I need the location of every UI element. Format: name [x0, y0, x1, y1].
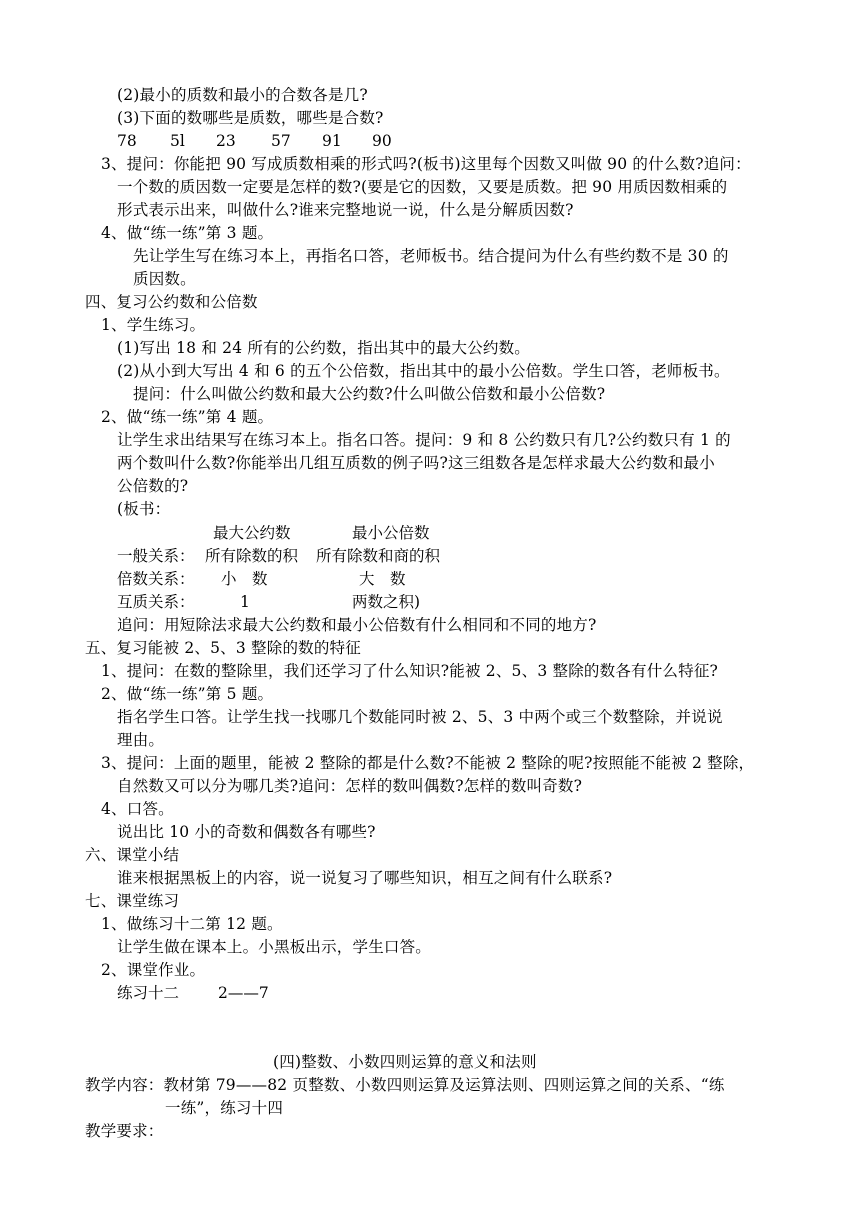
text-line: 3、提问：上面的题里，能被 2 整除的都是什么数?不能被 2 整除的呢?按照能不能被 2 整除，	[101, 754, 755, 772]
board-cell: 两数之积)	[352, 593, 421, 611]
text-line: 2、课堂作业。	[101, 961, 206, 979]
text-line: 教学要求：	[85, 1122, 164, 1140]
text-line: 一个数的质因数一定要是怎样的数?(要是它的因数，又要是质数。把 90 用质因数相乘的	[117, 178, 728, 196]
lesson-title: (四)整数、小数四则运算的意义和法则	[273, 1053, 537, 1071]
section-heading: 七、课堂练习	[85, 892, 180, 910]
text-line: 1、学生练习。	[101, 316, 206, 334]
text-line: 4、口答。	[101, 800, 174, 818]
number-item: 78	[117, 132, 137, 150]
text-line: 3、提问：你能把 90 写成质数相乘的形式吗?(板书)这里每个因数又叫做 90 的什么数?追问：	[101, 155, 751, 173]
text-line: 提问：什么叫做公约数和最大公约数?什么叫做公倍数和最小公倍数?	[133, 385, 606, 403]
board-cell: 所有除数的积	[205, 547, 299, 565]
text-line: 先让学生写在练习本上，再指名口答，老师板书。结合提问为什么有些约数不是 30 的	[133, 247, 729, 265]
text-line: 2、做“练一练”第 4 题。	[101, 408, 274, 426]
number-item: 57	[271, 132, 291, 150]
text-line: 理由。	[117, 731, 165, 749]
text-line: 指名学生口答。让学生找一找哪几个数能同时被 2、5、3 中两个或三个数整除，并说说	[117, 708, 723, 726]
text-line: 形式表示出来，叫做什么?谁来完整地说一说，什么是分解质因数?	[117, 201, 574, 219]
text-line: 自然数又可以分为哪几类?追问：怎样的数叫偶数?怎样的数叫奇数?	[117, 777, 583, 795]
board-header-lcm: 最小公倍数	[352, 524, 430, 542]
text-line: 1、做练习十二第 12 题。	[101, 915, 283, 933]
homework-label: 练习十二	[117, 984, 180, 1002]
text-line: 两个数叫什么数?你能举出几组互质数的例子吗?这三组数各是怎样求最大公约数和最小	[117, 454, 715, 472]
board-cell: 所有除数和商的积	[316, 547, 441, 565]
number-item: 90	[372, 132, 392, 150]
text-line: 说出比 10 小的奇数和偶数各有哪些?	[117, 823, 376, 841]
number-item: 91	[322, 132, 342, 150]
text-line: (1)写出 18 和 24 所有的公约数，指出其中的最大公约数。	[117, 339, 531, 357]
text-line: 4、做“练一练”第 3 题。	[101, 224, 274, 242]
board-cell: 1	[240, 593, 250, 611]
board-row-label: 一般关系：	[117, 547, 195, 565]
text-line: (板书：	[117, 500, 171, 518]
number-item: 23	[216, 132, 236, 150]
section-heading: 五、复习能被 2、5、3 整除的数的特征	[85, 639, 361, 657]
board-row-label: 倍数关系：	[117, 570, 195, 588]
text-line: 让学生求出结果写在练习本上。指名口答。提问：9 和 8 公约数只有几?公约数只有 1 的	[117, 431, 731, 449]
board-header-gcd: 最大公约数	[213, 524, 291, 542]
text-line: 公倍数的?	[117, 477, 189, 495]
text-line: 让学生做在课本上。小黑板出示，学生口答。	[117, 938, 432, 956]
text-line: 一练”，练习十四	[165, 1099, 284, 1117]
text-line: 1、提问：在数的整除里，我们还学习了什么知识?能被 2、5、3 整除的数各有什么特征?	[101, 662, 719, 680]
text-line: 谁来根据黑板上的内容，说一说复习了哪些知识，相互之间有什么联系?	[117, 869, 613, 887]
board-cell: 大 数	[359, 570, 406, 588]
text-line: 教学内容：教材第 79——82 页整数、小数四则运算及运算法则、四则运算之间的关系、“练	[85, 1076, 725, 1094]
text-line: 2、做“练一练”第 5 题。	[101, 685, 274, 703]
section-heading: 四、复习公约数和公倍数	[85, 293, 258, 311]
text-line: (3)下面的数哪些是质数，哪些是合数?	[117, 109, 384, 127]
number-item: 5l	[170, 132, 185, 150]
section-heading: 六、课堂小结	[85, 846, 180, 864]
board-row-label: 互质关系：	[117, 593, 195, 611]
text-line: (2)从小到大写出 4 和 6 的五个公倍数，指出其中的最小公倍数。学生口答，老师板书。	[117, 362, 730, 380]
text-line: 追问：用短除法求最大公约数和最小公倍数有什么相同和不同的地方?	[117, 616, 597, 634]
text-line: (2)最小的质数和最小的合数各是几?	[117, 86, 368, 104]
text-line: 质因数。	[133, 270, 196, 288]
board-cell: 小 数	[221, 570, 268, 588]
homework-range: 2——7	[218, 984, 269, 1002]
